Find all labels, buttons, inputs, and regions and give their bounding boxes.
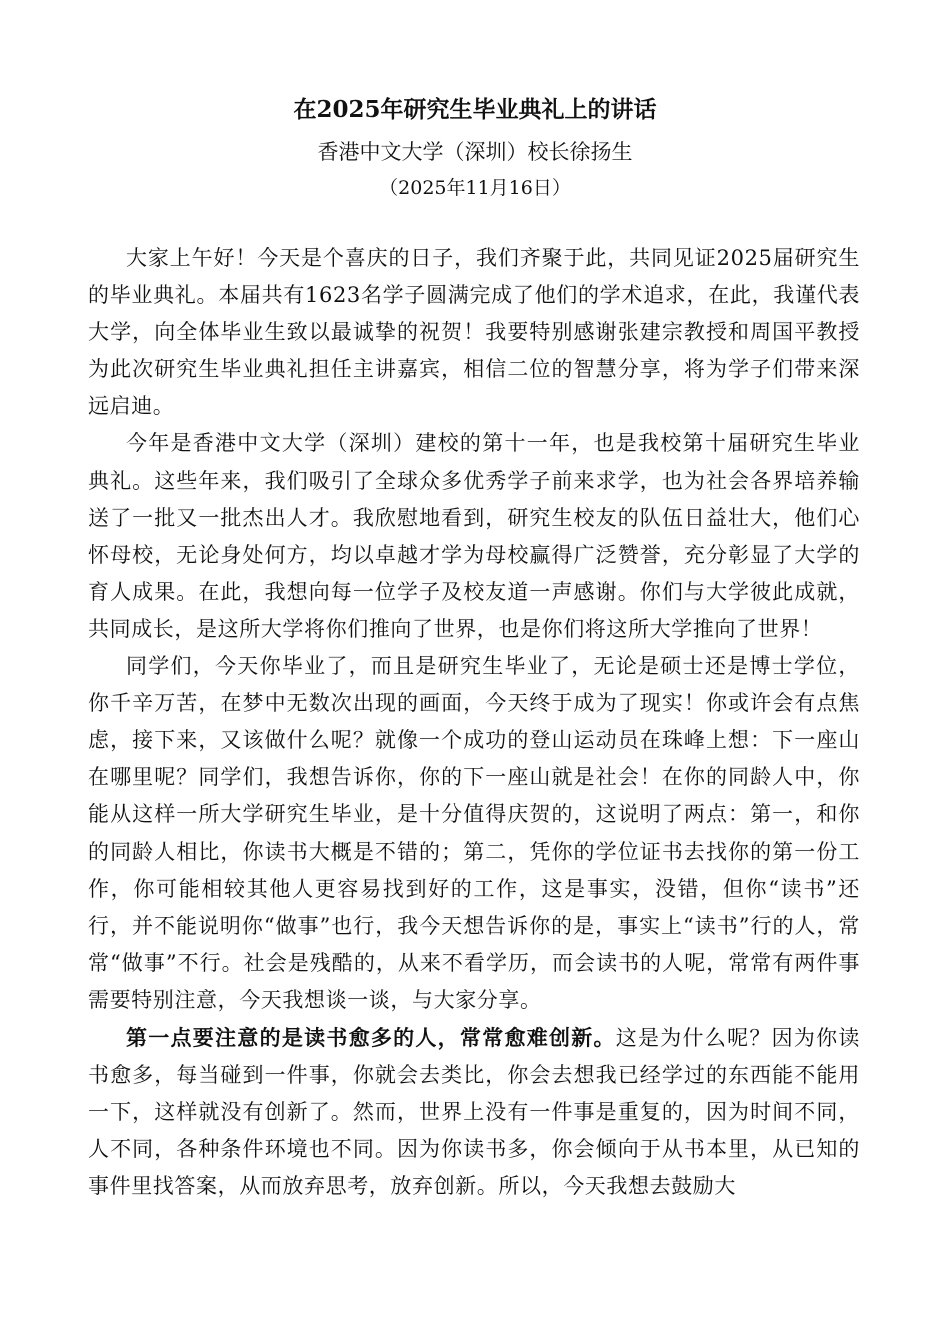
speech-date: （2025年11月16日） bbox=[379, 177, 571, 199]
paragraph-3-text: 同学们，今天你毕业了，而且是研究生毕业了，无论是硕士还是博士学位，你千辛万苦，在梦中无数次出现的画面，今天终于成为了现实！你或许会有点焦虑，接下来，又该做什么呢？就像一个成功的登山运动员在珠峰上想：下一座山在哪里呢？同学们，我想告诉你，你的下一座山就是社会！在你的同龄人中，你能从这样一所大学研究生毕业，是十分值得庆贺的，这说明了两点：第一，和你的同龄人相比，你读书大概是不错的；第二，凭你的学位证书去找你的第一份工作，你可能相较其他人更容易找到好的工作，这是事实，没错，但你“读书”还行，并不能说明你“做事”也行，我今天想告诉你的是，事实上“读书”行的人，常常“做事”不行。社会是残酷的，从来不看学历，而会读书的人呢，常常有两件事需要特别注意，今天我想谈一谈，与大家分享。 bbox=[88, 654, 860, 1012]
paragraph-2 bbox=[88, 425, 860, 648]
speech-body bbox=[88, 240, 860, 1205]
paragraph-4-text: 这是为什么呢？因为你读书愈多，每当碰到一件事，你就会去类比，你会去想我已经学过的东西能不能用一下，这样就没有创新了。然而，世界上没有一件事是重复的，因为时间不同，人不同，各种条件环境也不同。因为你读书多，你会倾向于从书本里，从已知的事件里找答案，从而放弃思考，放弃创新。所以，今天我想去鼓励大 bbox=[88, 1025, 860, 1199]
paragraph-3 bbox=[88, 648, 860, 1019]
paragraph-4-lead: 第一点要注意的是读书愈多的人，常常愈难创新。 bbox=[126, 1024, 616, 1050]
speaker-line: 香港中文大学（深圳）校长徐扬生 bbox=[317, 140, 633, 164]
paragraph-2-text: 今年是香港中文大学（深圳）建校的第十一年，也是我校第十届研究生毕业典礼。这些年来，我们吸引了全球众多优秀学子前来求学，也为社会各界培养输送了一批又一批杰出人才。我欣慰地看到，研究生校友的队伍日益壮大，他们心怀母校，无论身处何方，均以卓越才学为母校赢得广泛赞誉，充分彰显了大学的育人成果。在此，我想向每一位学子及校友道一声感谢。你们与大学彼此成就，共同成长，是这所大学将你们推向了世界，也是你们将这所大学推向了世界！ bbox=[88, 431, 860, 641]
speech-title: 在2025年研究生毕业典礼上的讲话 bbox=[293, 96, 657, 123]
paragraph-4 bbox=[88, 1019, 860, 1205]
paragraph-1 bbox=[88, 240, 860, 425]
paragraph-1-text: 大家上午好！今天是个喜庆的日子，我们齐聚于此，共同见证2025届研究生的毕业典礼。本届共有1623名学子圆满完成了他们的学术追求，在此，我谨代表大学，向全体毕业生致以最诚挚的祝贺！我要特别感谢张建宗教授和周国平教授为此次研究生毕业典礼担任主讲嘉宾，相信二位的智慧分享，将为学子们带来深远启迪。 bbox=[88, 246, 860, 419]
